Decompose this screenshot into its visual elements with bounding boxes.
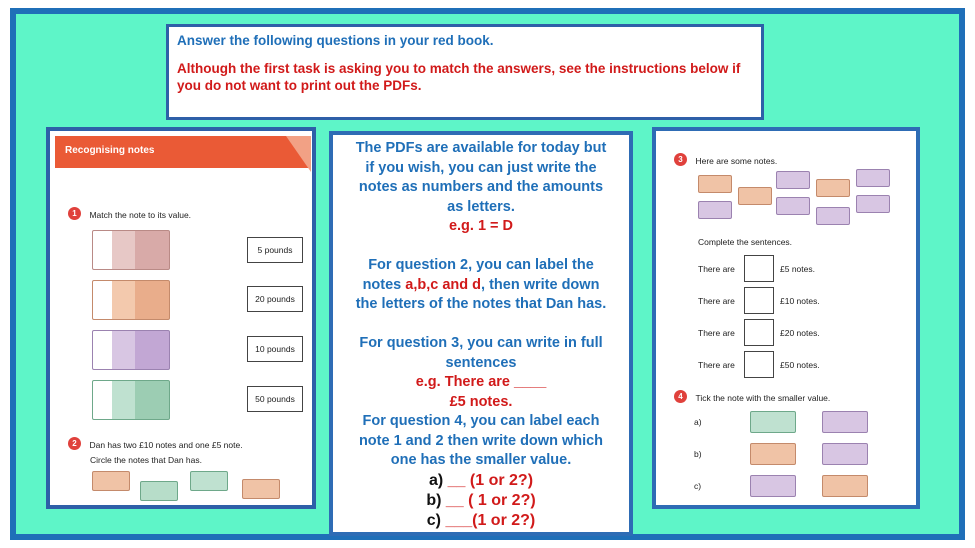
compare-b-note-2	[822, 443, 868, 465]
instructions-box	[166, 24, 764, 120]
row-1-post: £5 notes.	[780, 264, 815, 274]
banner-fold	[286, 136, 311, 172]
mid-p2-labels: a,b,c and d	[405, 276, 482, 293]
row-4-post: £50 notes.	[780, 360, 820, 370]
row-2-post: £10 notes.	[780, 296, 820, 306]
mid-p4-line2: note 1 and 2 then write down which	[358, 432, 604, 449]
option-b-key: b)	[426, 491, 442, 509]
question-2-number: 2	[68, 437, 81, 450]
mid-p1-example: e.g. 1 = D	[448, 218, 514, 234]
banknote-50	[92, 230, 170, 270]
row-3-pre: There are	[698, 328, 735, 338]
option-c	[339, 511, 623, 531]
question-4-number: 4	[674, 390, 687, 403]
question-1-number: 1	[68, 207, 81, 220]
question-2	[68, 435, 243, 453]
option-c-key: c)	[426, 511, 441, 529]
row-2-pre: There are	[698, 296, 735, 306]
cluster-note-6	[698, 201, 732, 219]
complete-text: Complete the sentences.	[698, 237, 793, 247]
cluster-note-9	[856, 195, 890, 213]
question-4-text: Tick the note with the smaller value.	[695, 393, 831, 403]
option-a-value: __ (1 or 2?)	[447, 471, 534, 489]
question-3	[674, 151, 777, 169]
mid-p2-line2	[339, 276, 623, 296]
mid-p1-line4: as letters.	[447, 198, 515, 215]
compare-a-note-2	[822, 411, 868, 433]
option-a-key: a)	[428, 471, 444, 489]
question-3-text: Here are some notes.	[695, 156, 778, 166]
cluster-note-5	[856, 169, 890, 187]
small-note-1	[92, 471, 130, 491]
option-c-value: ___(1 or 2?)	[445, 511, 536, 529]
compare-a-note-1	[750, 411, 796, 433]
question-1-text: Match the note to its value.	[89, 210, 192, 220]
question-2-text: Dan has two £10 notes and one £5 note.	[89, 440, 243, 450]
left-worksheet	[46, 127, 316, 509]
option-b-value: __ ( 1 or 2?)	[445, 491, 536, 509]
question-1	[68, 205, 191, 223]
small-note-2	[140, 481, 178, 501]
banknote-20	[92, 330, 170, 370]
value-box-1: 5 pounds	[247, 237, 303, 263]
right-worksheet	[652, 127, 920, 509]
small-note-4	[242, 479, 280, 499]
cluster-note-2	[738, 187, 772, 205]
compare-b-note-1	[750, 443, 796, 465]
cluster-note-8	[816, 207, 850, 225]
value-box-3: 10 pounds	[247, 336, 303, 362]
mid-p3-example-2: £5 notes.	[449, 393, 513, 410]
question-4	[674, 388, 830, 406]
mid-p4-line3: one has the smaller value.	[390, 452, 572, 468]
mid-p1-line1: The PDFs are available for today but	[355, 140, 607, 156]
mid-p3-line1: For question 3, you can write in full	[359, 335, 603, 351]
small-note-3	[190, 471, 228, 491]
middle-instructions	[329, 131, 633, 536]
cluster-note-7	[776, 197, 810, 215]
value-box-2: 20 pounds	[247, 286, 303, 312]
mid-p4-line1: For question 4, you can label each	[362, 413, 600, 429]
mid-p3-line2: sentences	[445, 354, 517, 371]
row-4-pre: There are	[698, 360, 735, 370]
option-a	[339, 471, 623, 491]
cluster-note-3	[776, 171, 810, 189]
mid-p1-line2: if you wish, you can just write the	[365, 159, 597, 176]
compare-c-note-1	[750, 475, 796, 497]
mid-p2-line3: the letters of the notes that Dan has.	[355, 296, 607, 312]
slide	[10, 8, 965, 540]
label-c: c)	[694, 481, 702, 491]
answer-box-50	[744, 351, 774, 378]
mid-p1-line3: notes as numbers and the amounts	[358, 179, 604, 195]
instructions-line1: Answer the following questions in your red book.	[177, 33, 494, 48]
question-3-number: 3	[674, 153, 687, 166]
answer-box-20	[744, 319, 774, 346]
row-3-post: £20 notes.	[780, 328, 820, 338]
label-a: a)	[694, 417, 702, 427]
banknote-10	[92, 280, 170, 320]
cluster-note-1	[698, 175, 732, 193]
value-box-4: 50 pounds	[247, 386, 303, 412]
label-b: b)	[694, 449, 702, 459]
mid-p2-then: , then write down	[481, 276, 600, 293]
answer-box-10	[744, 287, 774, 314]
question-2-sub: Circle the notes that Dan has.	[90, 455, 202, 465]
worksheet-banner: Recognising notes	[55, 136, 311, 168]
answer-box-5	[744, 255, 774, 282]
row-1-pre: There are	[698, 264, 735, 274]
banknote-5	[92, 380, 170, 420]
mid-p2-notes: notes	[362, 276, 406, 293]
option-b	[339, 491, 623, 511]
mid-p3-example-1: e.g. There are ____	[415, 374, 547, 390]
mid-p2-line1: For question 2, you can label the	[368, 257, 594, 273]
instructions-line2: Although the first task is asking you to match the answers, see the instructions below if you do not want to print out the PDFs.	[177, 61, 741, 93]
compare-c-note-2	[822, 475, 868, 497]
cluster-note-4	[816, 179, 850, 197]
